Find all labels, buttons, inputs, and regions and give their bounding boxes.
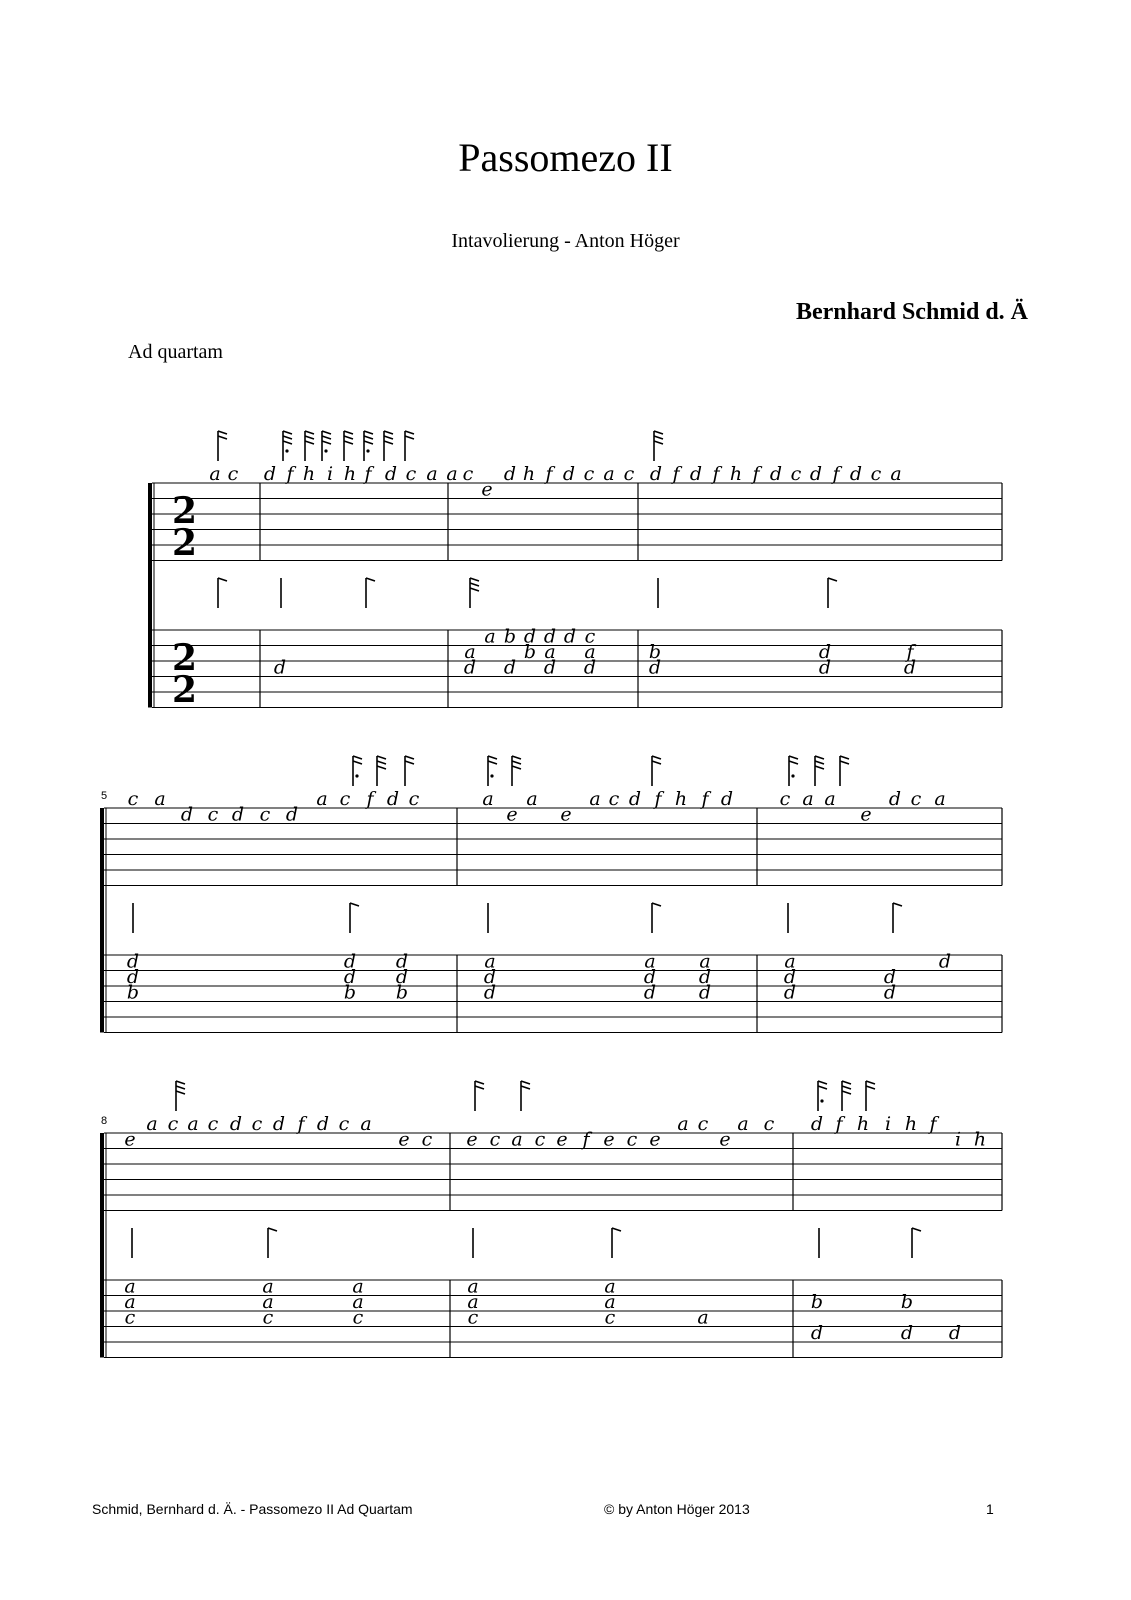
tab-letter: d [903,656,917,679]
tab-letter: c [779,788,791,810]
tab-letter: h [856,1113,870,1135]
tab-letter: d [648,656,662,679]
tab-letter: d [649,463,663,485]
rhythm-flag [218,431,227,434]
rhythm-flag [512,761,521,764]
tab-letter: d [810,1322,824,1344]
tab-letter: c [910,788,922,810]
rhythm-dot [324,449,327,452]
tab-letter: d [720,788,734,810]
tab-letter: a [187,1113,199,1135]
tab-letter: f [654,788,662,810]
tab-letter: d [698,966,712,988]
tab-letter: b [810,1291,824,1313]
rhythm-flag [912,1228,921,1231]
tab-letter: d [503,463,517,485]
tab-letter: d [938,950,952,973]
rhythm-flag [840,761,849,764]
rhythm-flag [512,756,521,759]
tab-letter: c [207,1113,219,1135]
tab-letter: d [628,788,642,810]
rhythm-flag [842,1081,851,1084]
rhythm-flag [842,1091,851,1094]
tab-letter: d [395,966,409,988]
rhythm-flag [283,441,292,444]
tab-letter: d [384,463,398,485]
rhythm-flag [176,1091,185,1094]
rhythm-flag [344,441,353,444]
tab-letter: a [154,788,166,810]
tab-letter: a [352,1291,364,1313]
rhythm-flag [840,756,849,759]
tab-letter: c [167,1113,179,1135]
system-bracket [100,1133,104,1358]
tab-letter: a [482,788,494,810]
tab-letter: a [802,788,814,810]
rhythm-flag [512,766,521,769]
rhythm-flag [488,761,497,764]
tab-letter: d [783,966,797,988]
rhythm-flag [842,1086,851,1089]
tab-letter: a [526,788,538,810]
tab-letter: d [285,803,299,826]
time-signature-lower: 2 [172,669,198,711]
tab-letter: f [906,641,914,663]
rhythm-flag [475,1086,484,1089]
tab-letter: d [698,981,712,1004]
rhythm-flag [364,431,373,434]
rhythm-flag [322,431,331,434]
tab-letter: b [523,641,537,663]
tab-letter: c [697,1113,709,1135]
tab-letter: f [712,463,720,485]
tab-letter: d [463,656,477,679]
rhythm-flag [612,1228,621,1231]
tab-letter: d [849,463,863,485]
tab-letter: d [643,981,657,1004]
tab-letter: b [126,981,140,1004]
tab-letter: f [832,463,840,485]
tab-letter: a [124,1275,136,1298]
tab-letter: c [467,1306,479,1329]
rhythm-flag [384,441,393,444]
rhythm-flag [475,1081,484,1084]
tab-letter: i [884,1113,892,1135]
tab-letter: c [405,463,417,485]
tab-letter: d [180,803,194,826]
tab-letter: a [677,1113,689,1135]
tab-letter: f [286,463,294,485]
tab-letter: a [644,950,656,973]
tab-letter: e [398,1128,410,1151]
rhythm-flag [654,436,663,439]
tab-letter: d [809,463,823,485]
tab-letter: e [481,478,493,501]
rhythm-flag [405,436,414,439]
rhythm-flag [283,436,292,439]
rhythm-flag [652,756,661,759]
tab-letter: c [352,1306,364,1329]
tab-letter: d [316,1113,330,1135]
tab-letter: c [408,788,420,810]
tab-letter: d [689,463,703,485]
tab-letter: a [484,625,496,648]
rhythm-dot [490,774,493,777]
rhythm-dot [791,774,794,777]
tab-letter: h [302,463,316,485]
tab-letter: d [126,950,140,973]
tab-letter: d [523,625,537,648]
tab-letter: a [604,1291,616,1313]
tab-letter: e [466,1128,478,1151]
tab-letter: c [251,1113,263,1135]
tab-letter: e [556,1128,568,1151]
tab-letter: d [783,981,797,1004]
tab-letter: b [503,625,517,648]
tab-letter: a [146,1113,158,1135]
piece-title: Passomezo II [458,135,673,180]
tab-letter: f [364,463,372,485]
rhythm-flag [322,441,331,444]
tab-letter: e [124,1128,136,1151]
system-bracket [100,808,104,1033]
tab-letter: a [697,1306,709,1329]
rhythm-flag [654,431,663,434]
rhythm-flag [176,1081,185,1084]
tab-letter: d [818,641,832,663]
system-bracket [148,483,152,708]
tab-letter: c [124,1306,136,1329]
tab-letter: i [954,1128,962,1151]
tab-letter: c [584,625,596,648]
tab-letter: e [860,803,872,826]
rhythm-flag [521,1086,530,1089]
tab-letter: d [386,788,400,810]
tab-letter: h [729,463,743,485]
tab-letter: f [701,788,709,810]
rhythm-flag [364,441,373,444]
tab-letter: i [326,463,334,485]
tab-letter: d [900,1322,914,1344]
tab-letter: a [360,1113,372,1135]
rhythm-flag [377,756,386,759]
rhythm-flag [364,436,373,439]
tab-letter: a [464,641,476,663]
tab-letter: h [674,788,688,810]
tab-letter: c [127,788,139,810]
tab-letter: a [603,463,615,485]
time-signature-lower: 2 [172,522,198,564]
tab-letter: d [769,463,783,485]
tab-letter: h [343,463,357,485]
tab-letter: a [426,463,438,485]
tab-letter: d [583,656,597,679]
rhythm-flag [322,436,331,439]
tab-letter: f [835,1113,843,1135]
tab-letter: c [339,788,351,810]
tab-letter: c [790,463,802,485]
rhythm-flag [344,436,353,439]
rhythm-flag [405,756,414,759]
tab-letter: a [784,950,796,973]
rhythm-dot [366,449,369,452]
rhythm-flag [470,583,479,586]
measure-number: 8 [101,1115,108,1127]
rhythm-flag [366,578,375,581]
tab-letter: h [904,1113,918,1135]
tab-letter: a [352,1275,364,1298]
tab-letter: d [810,1113,824,1135]
tab-letter: a [604,1275,616,1298]
rhythm-flag [789,761,798,764]
tab-letter: b [900,1291,914,1313]
time-signature-upper: 2 [172,637,198,679]
rhythm-dot [355,774,358,777]
rhythm-flag [268,1228,277,1231]
tab-letter: a [934,788,946,810]
tab-letter: a [262,1291,274,1313]
tab-letter: d [263,463,277,485]
rhythm-flag [305,436,314,439]
rhythm-flag [818,1086,827,1089]
page-number: 1 [986,1501,994,1517]
tab-letter: a [824,788,836,810]
tab-letter: c [583,463,595,485]
tab-letter: a [737,1113,749,1135]
tab-letter: c [227,463,239,485]
tab-letter: e [719,1128,731,1151]
tab-letter: f [929,1113,937,1135]
arrangement-credit: Intavolierung - Anton Höger [451,230,680,252]
tab-letter: d [883,966,897,988]
tab-letter: e [560,803,572,826]
rhythm-flag [488,756,497,759]
rhythm-flag [305,431,314,434]
tab-letter: a [124,1291,136,1313]
rhythm-flag [344,431,353,434]
rhythm-flag [353,761,362,764]
tab-letter: c [626,1128,638,1151]
tab-letter: c [338,1113,350,1135]
tab-letter: d [818,656,832,679]
tab-letter: a [467,1275,479,1298]
tab-letter: a [262,1275,274,1298]
tab-letter: a [484,950,496,973]
rhythm-flag [818,1081,827,1084]
tab-letter: a [699,950,711,973]
tab-letter: f [545,463,553,485]
rhythm-flag [866,1081,875,1084]
tab-letter: e [506,803,518,826]
tab-letter: d [888,788,902,810]
tab-letter: c [870,463,882,485]
tab-letter: f [752,463,760,485]
tab-letter: d [126,966,140,988]
tab-letter: e [603,1128,615,1151]
rhythm-flag [893,903,902,906]
tab-letter: d [343,950,357,973]
rhythm-flag [652,903,661,906]
rhythm-flag [384,431,393,434]
tab-letter: d [231,803,245,826]
tab-letter: c [608,788,620,810]
tab-letter: f [366,788,374,810]
tab-letter: f [672,463,680,485]
tab-letter: d [273,656,287,679]
tab-letter: c [207,803,219,826]
tab-letter: a [511,1128,523,1151]
time-signature-upper: 2 [172,490,198,532]
rhythm-flag [789,756,798,759]
rhythm-flag [654,441,663,444]
rhythm-dot [285,449,288,452]
tab-letter: e [649,1128,661,1151]
tab-letter: a [316,788,328,810]
tab-letter: c [489,1128,501,1151]
tab-letter: c [421,1128,433,1151]
rhythm-flag [377,761,386,764]
rhythm-flag [218,436,227,439]
rhythm-flag [353,756,362,759]
rhythm-flag [405,431,414,434]
rhythm-flag [815,766,824,769]
rhythm-flag [470,588,479,591]
tab-letter: d [272,1113,286,1135]
rhythm-flag [815,761,824,764]
measure-number: 5 [101,790,108,802]
tab-letter: d [483,981,497,1004]
tuning-label: Ad quartam [128,341,223,363]
tab-letter: b [648,641,662,663]
rhythm-flag [176,1086,185,1089]
rhythm-flag [652,761,661,764]
rhythm-flag [828,578,837,581]
rhythm-flag [283,431,292,434]
tab-letter: b [395,981,409,1004]
tab-letter: d [563,625,577,648]
rhythm-flag [218,578,227,581]
tab-letter: b [343,981,357,1004]
rhythm-flag [815,756,824,759]
tab-letter: c [763,1113,775,1135]
tab-letter: d [948,1322,962,1344]
tab-letter: d [883,981,897,1004]
tab-letter: h [522,463,536,485]
tab-letter: d [543,656,557,679]
rhythm-flag [405,761,414,764]
tab-letter: a [544,641,556,663]
tab-letter: a [209,463,221,485]
footer-copyright: © by Anton Höger 2013 [604,1501,750,1517]
tab-letter: a [584,641,596,663]
tab-letter: d [229,1113,243,1135]
rhythm-dot [820,1099,823,1102]
rhythm-flag [305,441,314,444]
composer-name: Bernhard Schmid d. Ä [795,299,1028,325]
tab-letter: d [643,966,657,988]
tab-letter: d [562,463,576,485]
tab-letter: c [623,463,635,485]
tab-letter: c [262,1306,274,1329]
tab-letter: a [467,1291,479,1313]
rhythm-flag [521,1081,530,1084]
rhythm-flag [470,578,479,581]
rhythm-flag [866,1086,875,1089]
tab-letter: f [297,1113,305,1135]
tab-letter: a [446,463,458,485]
tab-letter: d [343,966,357,988]
rhythm-flag [377,766,386,769]
rhythm-flag [384,436,393,439]
tab-letter: d [395,950,409,973]
footer-source: Schmid, Bernhard d. Ä. - Passomezo II Ad Quartam [92,1501,413,1517]
tab-letter: a [589,788,601,810]
tab-letter: f [582,1128,590,1151]
tab-letter: c [259,803,271,826]
tab-letter: d [503,656,517,679]
tab-letter: c [462,463,474,485]
tab-letter: h [973,1128,987,1151]
tab-letter: d [543,625,557,648]
tab-letter: a [890,463,902,485]
tab-letter: c [534,1128,546,1151]
tab-letter: c [604,1306,616,1329]
tab-letter: d [483,966,497,988]
rhythm-flag [350,903,359,906]
